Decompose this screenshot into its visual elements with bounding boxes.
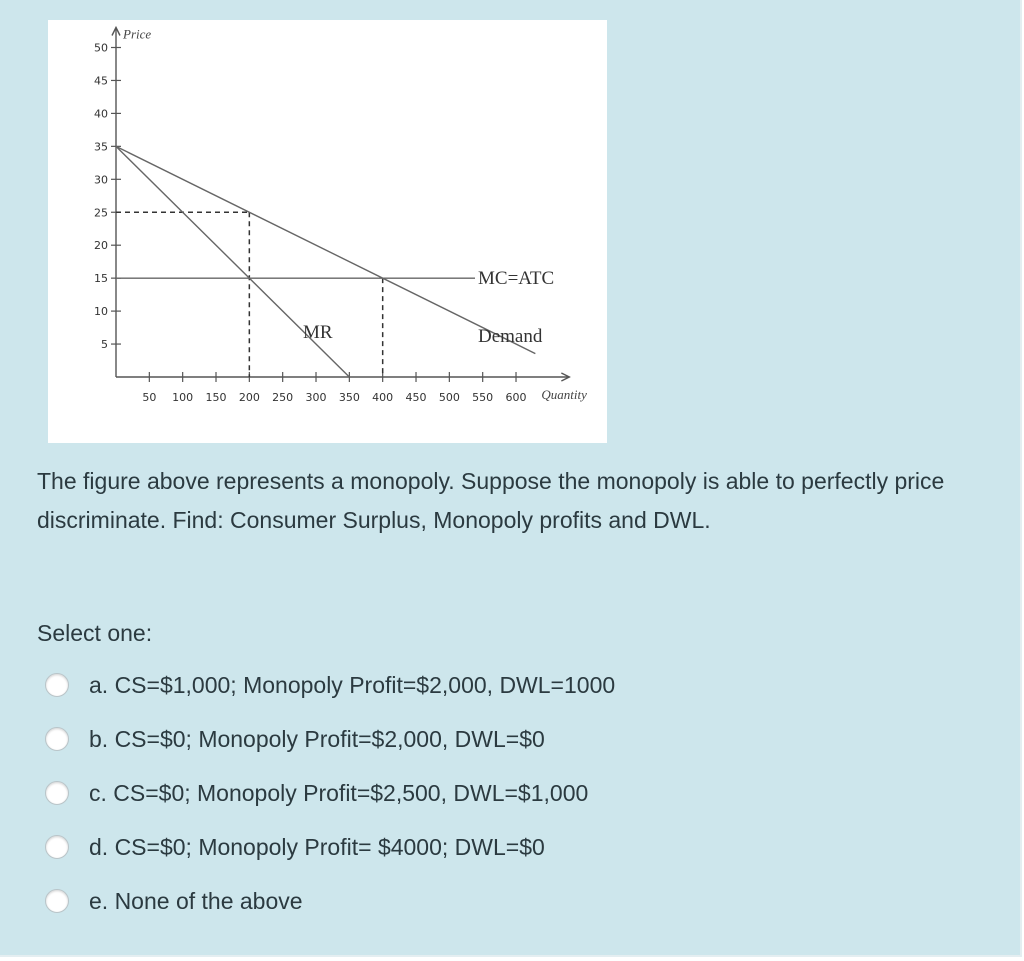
y-tick-label: 10 xyxy=(94,305,108,319)
x-tick-label: 400 xyxy=(372,391,394,404)
monopoly-figure xyxy=(48,20,607,443)
option-d-label[interactable]: d. CS=$0; Monopoly Profit= $4000; DWL=$0 xyxy=(89,833,545,860)
y-tick-label: 50 xyxy=(94,41,108,55)
option-b-label[interactable]: b. CS=$0; Monopoly Profit=$2,000, DWL=$0 xyxy=(89,725,545,752)
y-tick-label: 40 xyxy=(94,107,108,121)
x-tick-label: 550 xyxy=(472,391,494,404)
y-tick-label: 5 xyxy=(101,338,108,352)
radio-c[interactable] xyxy=(45,781,69,805)
x-tick-label: 350 xyxy=(338,391,360,404)
radio-e[interactable] xyxy=(45,889,69,913)
x-tick-label: 600 xyxy=(505,391,527,404)
option-c[interactable] xyxy=(45,773,588,813)
option-a-label[interactable]: a. CS=$1,000; Monopoly Profit=$2,000, DWL=1000 xyxy=(89,671,616,698)
radio-b[interactable] xyxy=(45,727,69,751)
x-tick-label: 250 xyxy=(272,391,294,404)
select-one-label: Select one: xyxy=(37,620,153,646)
x-tick-label: 450 xyxy=(405,391,427,404)
question-text: The figure above represents a monopoly. Suppose the monopoly is able to perfectly price discriminate. Find: Consumer Surplus, Monopoly profits and DWL. xyxy=(37,468,945,533)
demand-label: Demand xyxy=(478,326,543,347)
x-tick-label: 500 xyxy=(438,391,460,404)
x-tick-label: 300 xyxy=(305,391,327,404)
option-e-label[interactable]: e. None of the above xyxy=(89,887,303,914)
option-d[interactable] xyxy=(45,827,545,867)
y-tick-label: 30 xyxy=(94,173,108,187)
y-tick-label: 25 xyxy=(94,206,108,220)
x-tick-label: 150 xyxy=(205,391,227,404)
x-axis-title: Quantity xyxy=(541,387,587,402)
option-b[interactable] xyxy=(45,719,545,759)
y-tick-label: 20 xyxy=(94,239,108,253)
mr-label: MR xyxy=(303,322,333,343)
radio-d[interactable] xyxy=(45,835,69,859)
option-c-label[interactable]: c. CS=$0; Monopoly Profit=$2,500, DWL=$1,000 xyxy=(89,779,589,806)
radio-a[interactable] xyxy=(45,673,69,697)
option-a[interactable] xyxy=(45,665,615,705)
y-tick-label: 45 xyxy=(94,74,108,88)
x-tick-label: 50 xyxy=(142,391,157,404)
x-tick-label: 200 xyxy=(238,391,260,404)
mc-atc-label: MC=ATC xyxy=(478,268,555,289)
y-tick-label: 15 xyxy=(94,272,108,286)
x-tick-label: 100 xyxy=(172,391,194,404)
monopoly-chart xyxy=(48,20,607,443)
y-tick-label: 35 xyxy=(94,140,108,154)
y-axis-title: Price xyxy=(123,26,152,42)
option-e[interactable] xyxy=(45,881,303,921)
